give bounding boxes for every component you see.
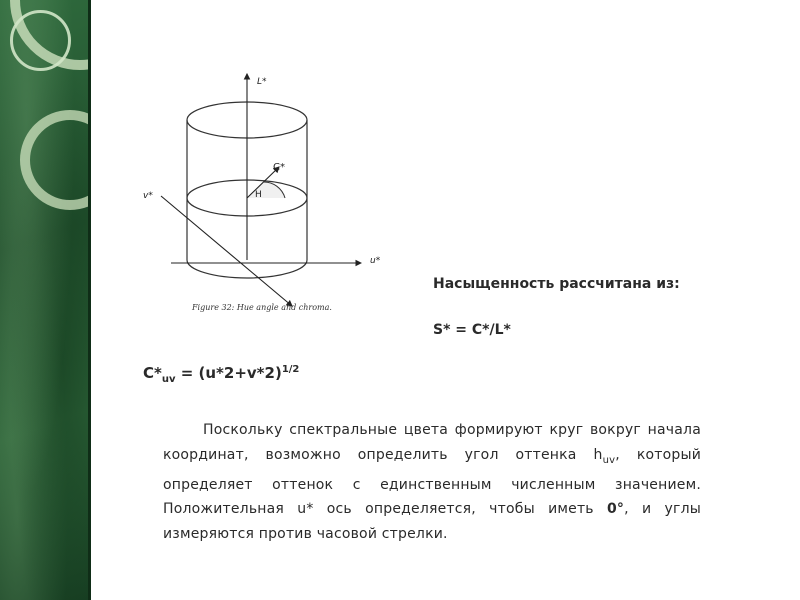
- decorative-ring-small: [10, 10, 71, 71]
- decorative-sidebar: [0, 0, 88, 600]
- chroma-equation: = (u*2+v*2): [175, 364, 282, 382]
- figure-caption: Figure 32: Hue angle and chroma.: [192, 303, 332, 312]
- chroma-exponent: 1/2: [281, 364, 300, 375]
- chroma-vector-label: C*: [273, 162, 285, 173]
- saturation-title: Насыщенность рассчитана из:: [433, 276, 680, 292]
- paragraph-text-1: Поскольку спектральные цвета формируют круг вокруг начала координат, возможно определить угол оттенка h: [163, 422, 701, 463]
- paragraph-subscript: uv: [602, 454, 616, 466]
- v-axis: [161, 196, 292, 306]
- l-axis-label: L*: [257, 77, 267, 87]
- v-axis-label: v*: [143, 191, 153, 201]
- decorative-ring-bottom: [20, 110, 88, 210]
- paragraph-text-2: , который определяет оттенок с единственным численным значением. Положительная u* ось определяется, чтобы иметь: [163, 446, 702, 518]
- hue-angle-chroma-diagram: [135, 70, 380, 320]
- paragraph-zero-degrees: 0°: [606, 501, 625, 518]
- hue-angle-label: H: [255, 190, 262, 200]
- chroma-subscript: uv: [161, 374, 176, 385]
- u-axis-label: u*: [370, 256, 380, 266]
- hue-angle-paragraph: [163, 418, 701, 546]
- chroma-formula: [143, 364, 299, 385]
- hue-angle-fill: [247, 182, 285, 198]
- sidebar-border: [88, 0, 91, 600]
- chroma-symbol: C*: [143, 364, 162, 382]
- saturation-formula: S* = C*/L*: [433, 322, 511, 338]
- paragraph-text-3: , и углы измеряются против часовой стрелки.: [163, 501, 701, 542]
